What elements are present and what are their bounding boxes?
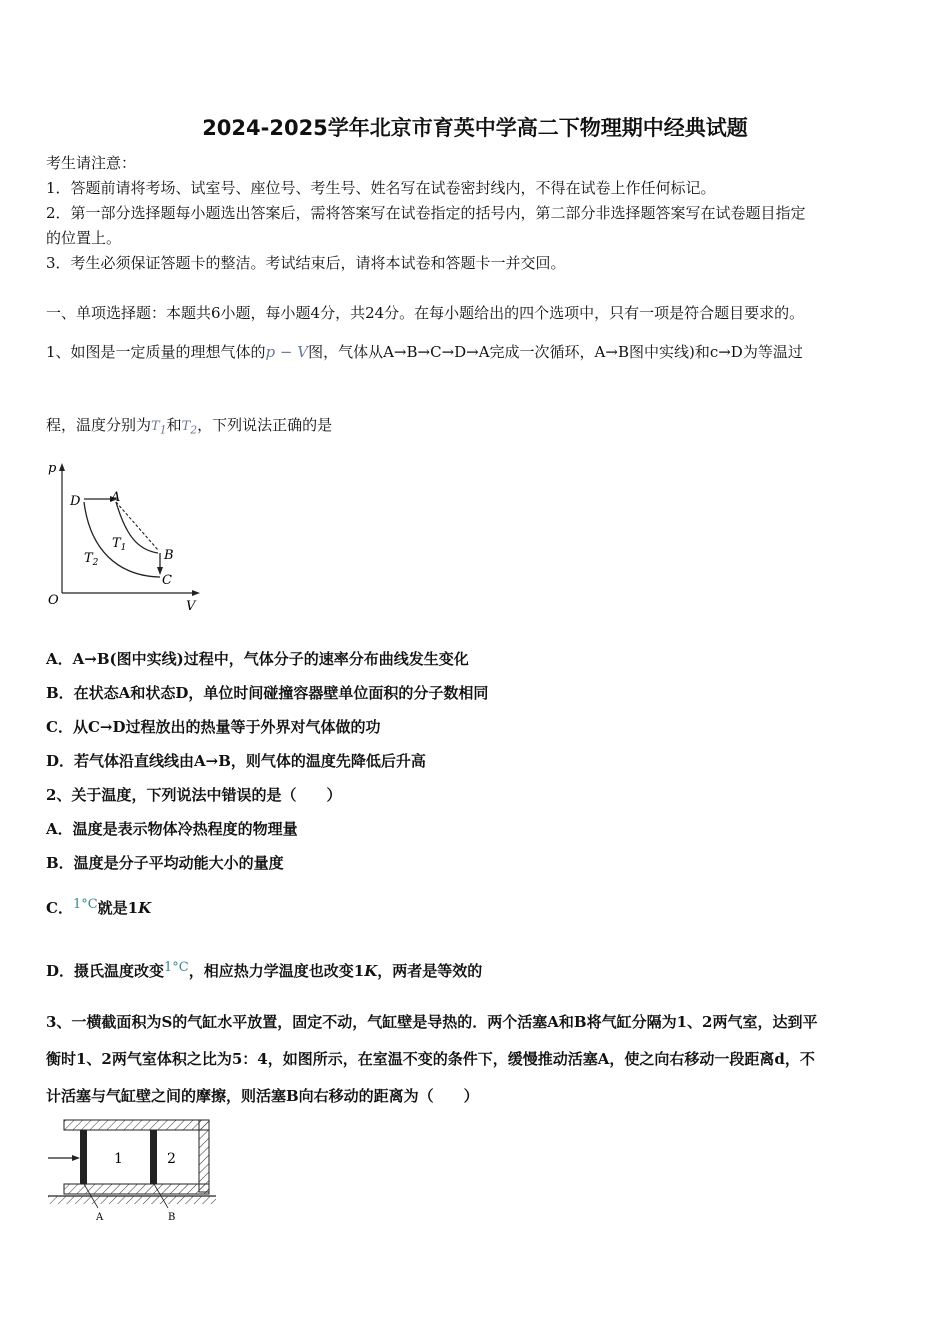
notice-item: 1．答题前请将考场、试室号、座位号、考生号、姓名写在试卷密封线内，不得在试卷上作任何标记。 xyxy=(46,179,716,197)
t2-symbol: $T_2$ xyxy=(181,419,198,437)
axis-p-label: p xyxy=(48,461,57,476)
cylinder-end-wall xyxy=(199,1120,209,1192)
t1-symbol: $T_1$ xyxy=(151,419,167,437)
piston-a-label: A xyxy=(96,1212,104,1223)
q1-stem-d: ，下列说法正确的是 xyxy=(197,416,333,434)
notice-heading: 考生请注意： xyxy=(46,154,137,172)
section-heading: 一、单项选择题：本题共6小题，每小题4分，共24分。在每小题给出的四个选项中，只有一项是符合题目要求的。 xyxy=(46,304,805,322)
pv-diagram xyxy=(40,458,210,618)
question-3-line: 计活塞与气缸壁之间的摩擦，则活塞B向右移动的距离为（ ） xyxy=(46,1087,479,1105)
push-arrow-head xyxy=(72,1155,80,1161)
pv-formula: p − V xyxy=(265,343,309,361)
question-1-stem xyxy=(46,341,803,362)
q2-option-b: B．温度是分子平均动能大小的量度 xyxy=(46,854,284,872)
chamber-1-label: 1 xyxy=(114,1151,123,1167)
origin-label: O xyxy=(48,593,59,608)
q1-and: 和 xyxy=(166,416,182,434)
point-d-label: D xyxy=(70,494,81,509)
notice-item: 3．考生必须保证答题卡的整洁。考试结束后，请将本试卷和答题卡一并交回。 xyxy=(46,254,566,272)
question-1-stem-cont xyxy=(46,414,332,437)
q1-stem-c: 程，温度分别为 xyxy=(46,416,152,434)
point-a-label: A xyxy=(111,490,121,505)
q1-option-d: D．若气体沿直线线由A→B，则气体的温度先降低后升高 xyxy=(46,752,426,770)
q2-option-d: D．摄氏温度改变1°C，相应热力学温度也改变1K，两者是等效的 xyxy=(46,960,483,980)
question-3-line: 3、一横截面积为S的气缸水平放置，固定不动，气缸壁是导热的．两个活塞A和B将气缸分隔为1、2两气室，达到平 xyxy=(46,1013,818,1031)
notice-item: 2．第一部分选择题每小题选出答案后，需将答案写在试卷指定的括号内，第二部分非选择题答案写在试卷题目指定 xyxy=(46,204,806,222)
piston-a xyxy=(80,1130,87,1184)
question-2-stem: 2、关于温度，下列说法中错误的是（ ） xyxy=(46,786,342,804)
t2-curve-label: $T_2$ xyxy=(84,551,99,568)
celsius-symbol: 1°C xyxy=(164,960,189,975)
piston-b xyxy=(150,1130,157,1184)
q2-option-c: C．1°C就是1K xyxy=(46,897,152,917)
q2-option-a: A．温度是表示物体冷热程度的物理量 xyxy=(46,820,298,838)
cylinder-top-wall xyxy=(64,1120,209,1130)
q1-option-b: B．在状态A和状态D，单位时间碰撞容器壁单位面积的分子数相同 xyxy=(46,684,489,702)
q1-stem-b: 图，气体从A→B→C→D→A完成一次循环，A→B图中实线)和c→D为等温过 xyxy=(308,343,803,361)
t1-curve-label: $T_1$ xyxy=(112,536,127,553)
q1-option-c: C．从C→D过程放出的热量等于外界对气体做的功 xyxy=(46,718,381,736)
ground-hatch xyxy=(48,1196,216,1204)
chamber-2-label: 2 xyxy=(167,1151,176,1167)
piston-b-label: B xyxy=(168,1212,176,1223)
point-c-label: C xyxy=(162,573,172,588)
point-b-label: B xyxy=(164,548,174,563)
q1-stem-a: 1、如图是一定质量的理想气体的 xyxy=(46,343,266,361)
p-axis-arrow xyxy=(59,463,65,471)
v-axis-arrow xyxy=(192,590,200,596)
q1-option-a: A．A→B(图中实线)过程中，气体分子的速率分布曲线发生变化 xyxy=(46,650,469,668)
notice-item: 的位置上。 xyxy=(46,229,122,247)
celsius-symbol: 1°C xyxy=(72,897,98,912)
question-3-line: 衡时1、2两气室体积之比为5：4，如图所示，在室温不变的条件下，缓慢推动活塞A，使之向右移动一段距离d，不 xyxy=(46,1050,815,1068)
cylinder-bottom-wall xyxy=(64,1184,209,1194)
page-title: 2024-2025学年北京市育英中学高二下物理期中经典试题 xyxy=(202,116,748,140)
cylinder-diagram xyxy=(44,1116,220,1226)
axis-v-label: V xyxy=(186,599,196,614)
